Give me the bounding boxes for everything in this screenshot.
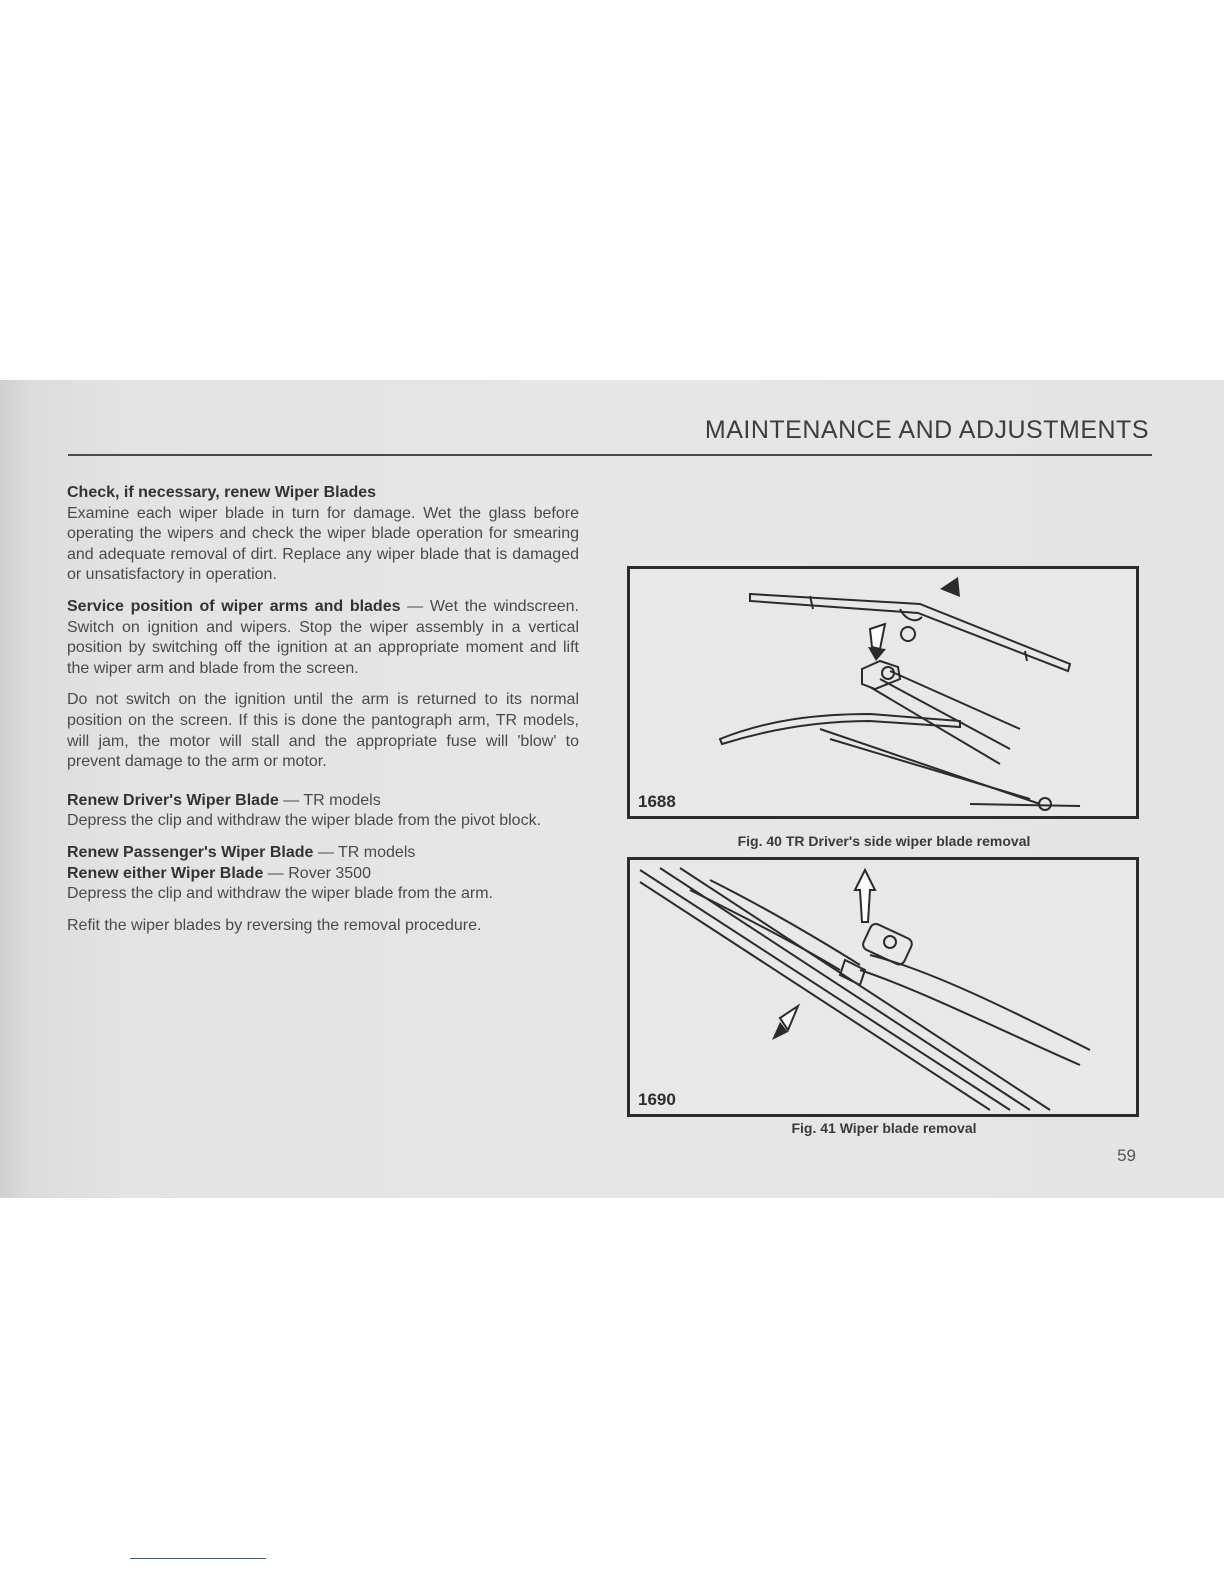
figure-41-caption: Fig. 41 Wiper blade removal	[791, 1120, 977, 1136]
either-heading: Renew either Wiper Blade	[67, 864, 264, 882]
figure-41	[627, 857, 1139, 1117]
header-rule	[68, 454, 1152, 456]
wiper-diagram-1690	[630, 860, 1136, 1114]
service-body: — Wet the windscreen. Switch on ignition and wipers. Stop the wiper assembly in a vertical position by switching off the ignition at an appropriate moment and lift the wiper arm and blade from the screen.	[67, 597, 579, 677]
figure-40-number: 1688	[638, 792, 676, 811]
wiper-diagram-1688	[630, 569, 1136, 816]
driver-heading-suffix: — TR models	[278, 791, 381, 809]
page-number: 59	[1117, 1146, 1136, 1165]
manual-page	[0, 380, 1224, 1198]
figure-41-number: 1690	[638, 1090, 676, 1109]
figure-40	[627, 566, 1139, 819]
service-heading: Service position of wiper arms and blades	[67, 597, 401, 615]
figure-40-caption: Fig. 40 TR Driver's side wiper blade removal	[737, 833, 1031, 849]
passenger-heading: Renew Passenger's Wiper Blade	[67, 843, 314, 861]
text-column	[67, 483, 579, 936]
driver-body: Depress the clip and withdraw the wiper blade from the pivot block.	[67, 812, 542, 830]
refit-body: Refit the wiper blades by reversing the removal procedure.	[67, 916, 482, 934]
check-body: Examine each wiper blade in turn for damage. Wet the glass before operating the wipers and check the wiper blade operation for smearing and adequate removal of dirt. Replace any wiper blade that is damaged or unsatisfactory in operation.	[67, 504, 579, 584]
passenger-heading-suffix: — TR models	[313, 843, 416, 861]
page-header-title: MAINTENANCE AND ADJUSTMENTS	[704, 416, 1149, 444]
footnote-rule	[130, 1558, 266, 1559]
check-heading: Check, if necessary, renew Wiper Blades	[67, 484, 377, 501]
driver-heading: Renew Driver's Wiper Blade	[67, 791, 279, 809]
caution-body: Do not switch on the ignition until the arm is returned to its normal position on the screen. If this is done the pantograph arm, TR models, will jam, the motor will stall and the appropriate fuse will 'blow' to prevent damage to the arm or motor.	[67, 691, 579, 771]
passenger-body: Depress the clip and withdraw the wiper blade from the arm.	[67, 885, 493, 903]
either-heading-suffix: — Rover 3500	[263, 864, 371, 882]
